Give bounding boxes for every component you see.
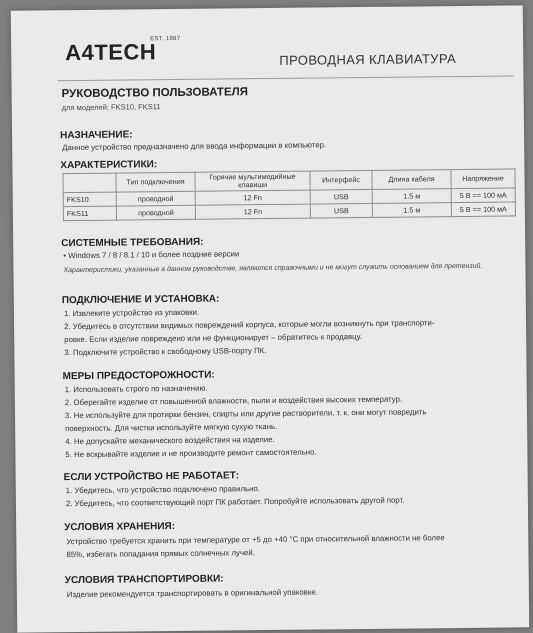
connect-line-3: ровке. Если изделие повреждено или не функционирует – обратитесь к продавцу.: [64, 332, 362, 345]
table-cell: проводной: [116, 191, 195, 206]
specs-col-cable: Длина кабеля: [372, 170, 451, 190]
precautions-heading: МЕРЫ ПРЕДОСТОРОЖНОСТИ:: [62, 369, 215, 383]
manual-sheet: [11, 5, 529, 632]
specs-col-voltage: Напряжение: [451, 169, 515, 189]
table-cell: 5 В == 100 мА: [451, 188, 515, 203]
precautions-line-1: 1. Использовать строго по назначению.: [64, 383, 208, 395]
purpose-text: Данное устройство предназначено для ввода информации в компьютер.: [62, 140, 327, 153]
table-cell: USB: [310, 203, 372, 218]
manual-title: РУКОВОДСТВО ПОЛЬЗОВАТЕЛЯ: [61, 86, 248, 101]
system-heading: СИСТЕМНЫЕ ТРЕБОВАНИЯ:: [61, 236, 204, 250]
precautions-line-5: 4. Не допускайте механического воздействия на изделие.: [65, 434, 275, 447]
product-title: ПРОВОДНАЯ КЛАВИАТУРА: [279, 51, 457, 68]
specs-col-model: [63, 173, 116, 193]
connect-line-1: 1. Извлеките устройство из упаковки.: [63, 307, 200, 319]
transport-heading: УСЛОВИЯ ТРАНСПОРТИРОВКИ:: [64, 573, 224, 587]
specs-heading: ХАРАКТЕРИСТИКИ:: [60, 159, 158, 172]
precautions-line-2: 2. Оберегайте изделие от повышенной влажности, пыли и воздействия высоких температур.: [64, 394, 403, 408]
connect-line-2: 2. Убедитесь в отсутствии видимых повреждений корпуса, которые могли возникнуть при транспорти-: [64, 318, 435, 332]
header-divider: [57, 75, 513, 81]
troubleshoot-heading: ЕСЛИ УСТРОЙСТВО НЕ РАБОТАЕТ:: [63, 470, 240, 484]
specs-col-interface: Интерфейс: [310, 170, 372, 190]
table-cell: проводной: [116, 205, 195, 220]
transport-text: Изделие рекомендуется транспортировать в оригинальной упаковке.: [66, 587, 318, 600]
purpose-heading: НАЗНАЧЕНИЕ:: [60, 129, 133, 142]
system-text: • Windows 7 / 8 / 8.1 / 10 и более поздние версии: [63, 249, 240, 261]
table-cell: FKS10: [63, 192, 116, 207]
specs-col-connection: Тип подключения: [116, 172, 195, 192]
specs-col-hotkeys: Горячие мультимедийные клавиши: [195, 171, 310, 191]
precautions-line-3: 3. Не используйте для протирки бензин, спирты или другие растворители, т. к. они могут повредить: [64, 407, 427, 421]
table-cell: 12 Fn: [195, 204, 310, 219]
storage-line-1: Устройство требуется хранить при температуре от +5 до +40 °С при относительной влажности не более: [66, 533, 445, 547]
a4tech-logo: A4TECH: [65, 39, 157, 66]
table-cell: 12 Fn: [195, 190, 310, 205]
specs-table: [62, 168, 515, 221]
storage-line-2: 85%, избегать попадания прямых солнечных лучей.: [66, 548, 255, 560]
table-cell: FKS11: [63, 206, 116, 221]
troubleshoot-line-2: 2. Убедитесь, что соответствующий порт ПК работает. Попробуйте использовать другой порт.: [65, 495, 405, 509]
table-cell: 5 В == 100 мА: [451, 202, 515, 217]
precautions-line-4: поверхность. Для чистки используйте мягкую сухую ткань.: [65, 421, 278, 434]
table-cell: USB: [310, 189, 372, 204]
connect-line-4: 3. Подключите устройство к свободному USB-порту ПК.: [64, 346, 267, 358]
precautions-line-6: 5. Не вскрывайте изделие и не производите ремонт самостоятельно.: [65, 447, 317, 460]
troubleshoot-line-1: 1. Убедитесь, что устройство подключено правильно.: [65, 484, 260, 496]
table-cell: 1.5 м: [372, 203, 451, 218]
table-cell: 1.5 м: [372, 189, 451, 204]
connect-heading: ПОДКЛЮЧЕНИЕ И УСТАНОВКА:: [61, 293, 220, 307]
disclaimer-text: Характеристики, указанные в данном руководстве, являются справочными и не могут служить основанием для претензий.: [63, 262, 483, 275]
models-subtitle: для моделей: FKS10, FKS11: [61, 102, 161, 113]
storage-heading: УСЛОВИЯ ХРАНЕНИЯ:: [64, 521, 176, 534]
logo-est-text: EST. 1987: [150, 35, 181, 43]
